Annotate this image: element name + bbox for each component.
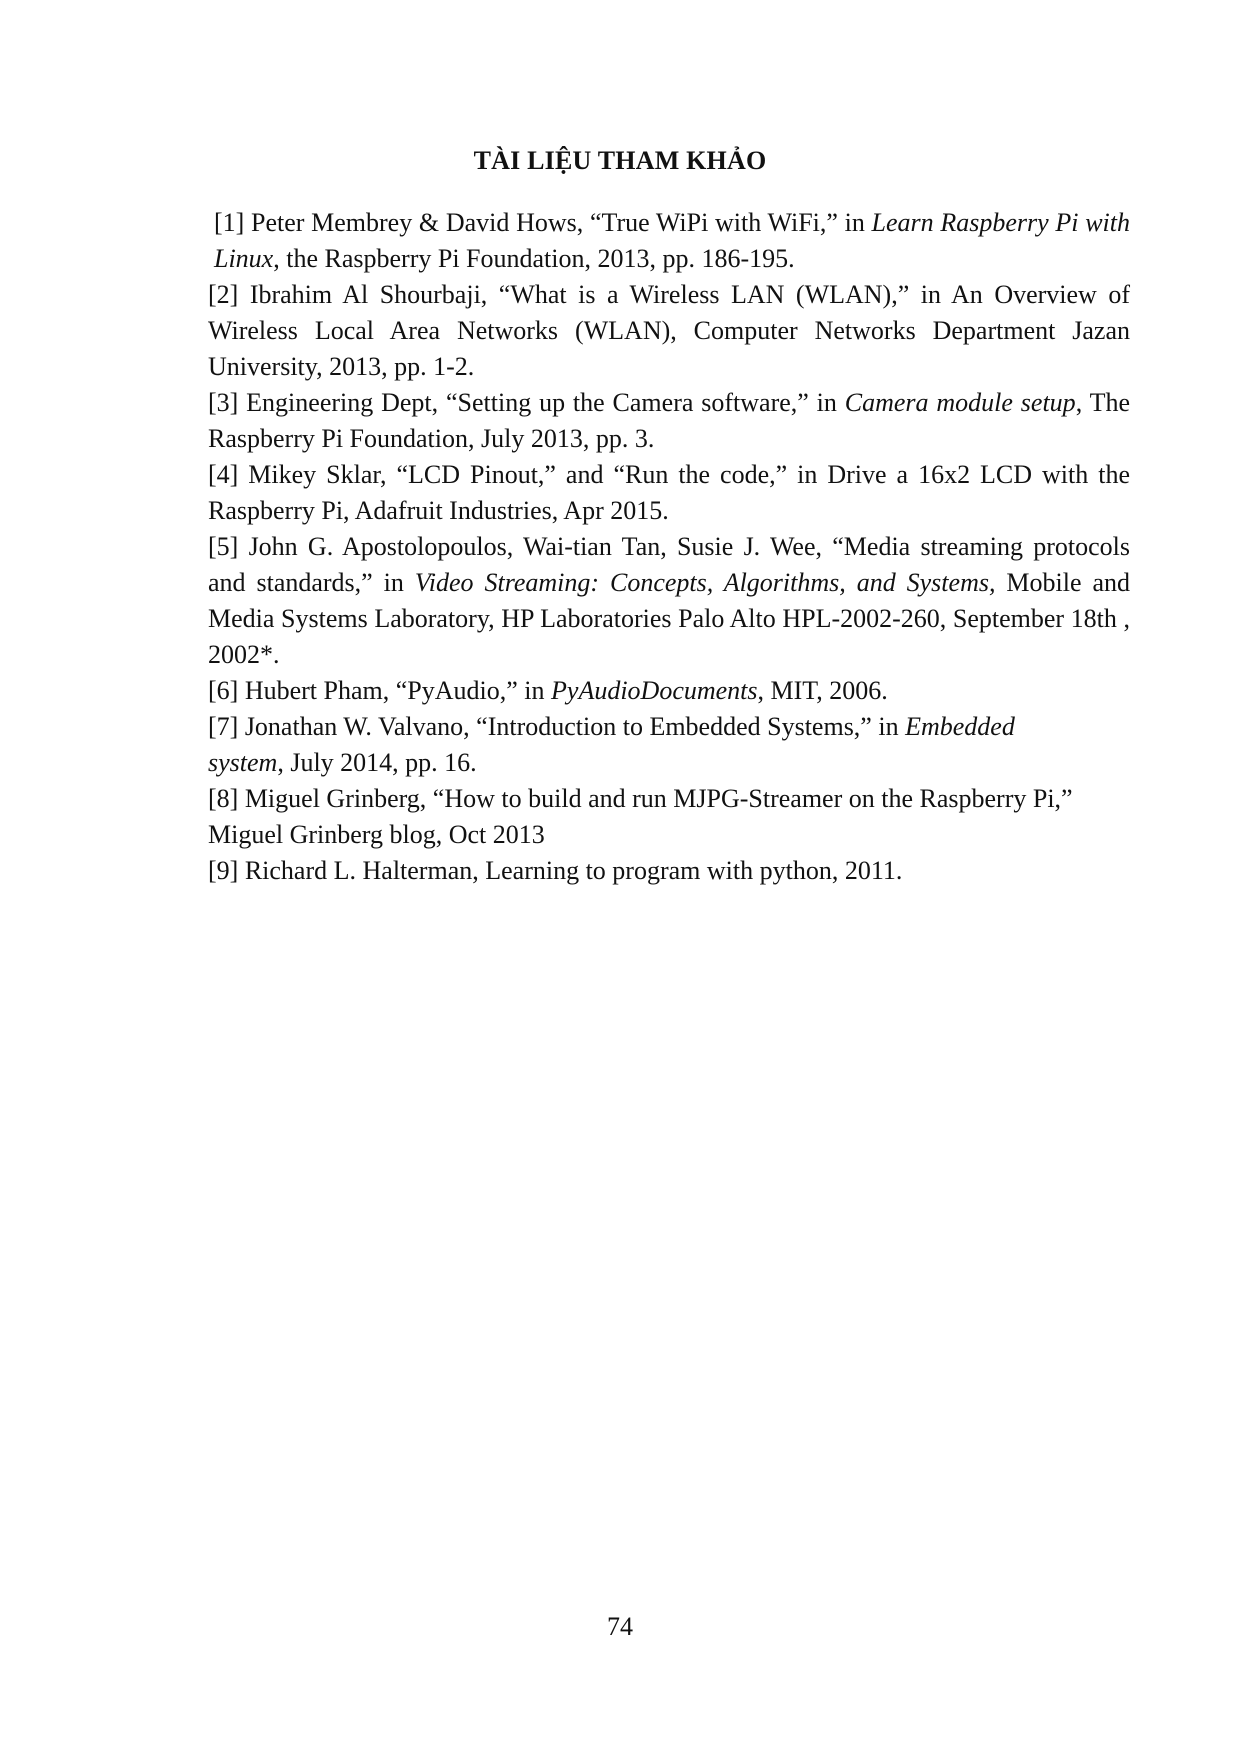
reference-list (208, 205, 1130, 889)
page-number: 74 (607, 1612, 633, 1641)
page-title: TÀI LIỆU THAM KHẢO (473, 146, 767, 175)
reference-item-4: [4] Mikey Sklar, “LCD Pinout,” and “Run the code,” in Drive a 16x2 LCD with the Raspberry Pi, Adafruit Industries, Apr 2015. (208, 460, 1130, 525)
reference-item-8: [8] Miguel Grinberg, “How to build and run MJPG-Streamer on the Raspberry Pi,” Miguel Grinberg blog, Oct 2013 (208, 784, 1073, 849)
reference-item-2: [2] Ibrahim Al Shourbaji, “What is a Wireless LAN (WLAN),” in An Overview of Wireless Local Area Networks (WLAN), Computer Networks Department Jazan University, 2013, pp. 1-2. (208, 280, 1130, 381)
reference-item-9: [9] Richard L. Halterman, Learning to program with python, 2011. (208, 856, 903, 885)
reference-item-5: [5] John G. Apostolopoulos, Wai-tian Tan, Susie J. Wee, “Media streaming protocols and standards,” in Video Streaming: Concepts, Algorithms, and Systems, Mobile and Media Systems Laboratory, HP Laboratories Palo Alto HPL-2002-260, September 18th , 2002*. (208, 532, 1130, 669)
reference-item-6: [6] Hubert Pham, “PyAudio,” in PyAudioDocuments, MIT, 2006. (208, 676, 888, 705)
reference-item-1: [1] Peter Membrey & David Hows, “True WiPi with WiFi,” in Learn Raspberry Pi with Linux, the Raspberry Pi Foundation, 2013, pp. 186-195. (214, 208, 1130, 273)
reference-item-3: [3] Engineering Dept, “Setting up the Camera software,” in Camera module setup, The Raspberry Pi Foundation, July 2013, pp. 3. (208, 388, 1130, 453)
reference-item-7: [7] Jonathan W. Valvano, “Introduction to Embedded Systems,” in Embedded system, July 2014, pp. 16. (208, 712, 1015, 777)
